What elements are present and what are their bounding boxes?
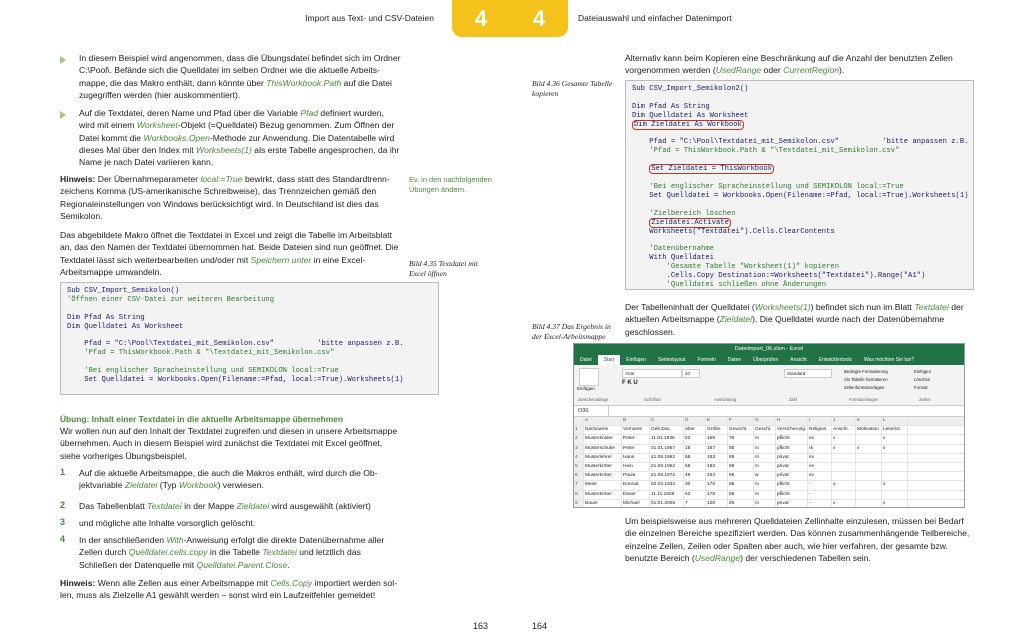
cells-group xyxy=(914,368,931,392)
cell[interactable]: m xyxy=(754,481,776,489)
cell[interactable] xyxy=(856,481,882,489)
code-line: 'Quelldatei schließen ohne Änderungen xyxy=(666,280,827,289)
row-header[interactable]: 4 xyxy=(574,454,584,462)
style-command[interactable]: Zellenformatvorlagen xyxy=(844,385,885,390)
cell[interactable]: 85 xyxy=(728,445,754,453)
step-number: 3 xyxy=(60,517,66,527)
cell[interactable]: 48 xyxy=(684,472,706,480)
code-listing-4-35 xyxy=(60,282,439,395)
cell[interactable]: Dieter xyxy=(622,491,650,499)
code-line xyxy=(632,201,967,210)
cell[interactable]: Konrad xyxy=(622,481,650,489)
cell[interactable]: m xyxy=(754,500,776,508)
code-line: Set Quelldatei = Workbooks.Open(Filename:=Pfad, local:=True).Worksheets(1) xyxy=(649,191,969,200)
cell[interactable]: C xyxy=(650,417,684,425)
cell[interactable]: B xyxy=(622,417,650,425)
cell[interactable]: 21.08.1962 xyxy=(650,454,684,462)
cell[interactable]: 23 xyxy=(684,435,706,443)
bullet-paragraph-1: In diesem Beispiel wird angenommen, dass die Übungsdatei befindet sich im Ordner C:\Pool\. Befände sich die Quelldatei im selben Ordner wie die aktuelle Arbeitsmappe, die das Makro enthält, dann könnte über ThisWorkbook.Path auf die Datei zugegriffen werden (hier auskommentiert). xyxy=(79,53,401,100)
cell[interactable]: Hein xyxy=(622,463,650,471)
cell[interactable]: F xyxy=(728,417,754,425)
cell[interactable] xyxy=(882,472,908,480)
cell[interactable]: 89 xyxy=(728,454,754,462)
cell[interactable]: pflicht xyxy=(776,481,808,489)
row-header[interactable]: 7 xyxy=(574,481,584,489)
left-page-number: 163 xyxy=(473,621,489,631)
cell[interactable]: Geb.Dat. xyxy=(650,426,684,434)
code-line: .Cells.Copy Destination:=Worksheets("Textdatei").Range("A1") xyxy=(666,272,926,281)
cell[interactable]: A xyxy=(584,417,622,425)
cell[interactable]: Musterlehrer xyxy=(584,454,622,462)
cell[interactable]: Nachname xyxy=(584,426,622,434)
cells-command[interactable]: Einfügen xyxy=(914,369,931,374)
cell[interactable]: x xyxy=(856,445,882,453)
code-line: With Quelldatei xyxy=(649,254,714,263)
excel-title-bar xyxy=(574,344,964,355)
font-size-select[interactable]: 10 xyxy=(682,369,700,378)
cell[interactable]: x xyxy=(882,481,908,489)
excel-tab[interactable]: Seitenlayout xyxy=(658,357,686,363)
table-row xyxy=(574,463,964,472)
row-header[interactable]: 3 xyxy=(574,445,584,453)
ribbon-group-label: Ausrichtung xyxy=(714,397,737,402)
cell[interactable]: ev xyxy=(808,463,832,471)
code-line xyxy=(632,174,967,183)
cell[interactable]: 53 xyxy=(684,491,706,499)
excel-tab[interactable]: Daten xyxy=(727,357,742,363)
right-page-header xyxy=(510,0,1020,37)
code-line xyxy=(67,385,432,394)
paragraph-result: Der Tabelleninhalt der Quelldatei (Worksheets(1)) befindet sich nun im Blatt Textdatei der aktuellen Arbeitsmappe (Zieldatei). Die Quelldatei wurde nach der Datenübernahme geschlossen. xyxy=(625,302,964,337)
cell[interactable] xyxy=(856,454,882,462)
table-row xyxy=(574,500,964,508)
cell[interactable] xyxy=(856,472,882,480)
cell[interactable]: w xyxy=(754,472,776,480)
code-line xyxy=(632,94,967,103)
cell[interactable]: 30 xyxy=(684,481,706,489)
cell[interactable]: Leiterist xyxy=(882,426,908,434)
code-line: Set Zieldatei = ThisWorkbook xyxy=(651,165,773,174)
excel-screenshot xyxy=(573,343,965,508)
hint-paragraph-2: Hinweis: Wenn alle Zellen aus einer Arbeitsmappe mit Cells.Copy importiert werden sollen, muss als Zielzelle A1 gewählt werden – sonst wird ein Laufzeitfehler gemeldet! xyxy=(60,578,398,601)
cell[interactable]: 01.01.2005 xyxy=(650,500,684,508)
cell[interactable]: D xyxy=(684,417,706,425)
paragraph-macro-description: Das abgebildete Makro öffnet die Textdatei in Excel und zeigt die Tabelle im Arbeitsblatt an, das den Namen der Textdatei übernommen hat. Beide Dateien sind nun geöffnet. Die Textdatei lässt sich weiterbearbeiten und/oder mit Speichern unter in eine Excel-Arbeitsmappe umwandeln. xyxy=(60,230,399,277)
exercise-intro: Wir wollen nun auf den Inhalt der Textdatei zugreifen und diesen in unsere Arbeitsmappe übernehmen. Auch in diesem Beispiel wird zunächst die Textdatei mit Excel geöffnet, siehe vorheriges Übungsbeispiel. xyxy=(60,426,398,461)
code-line: Pfad = "C:\Pool\Textdatei_mit_Semikolon.csv" 'bitte anpassen z.B. xyxy=(84,340,404,349)
cell[interactable] xyxy=(856,463,882,471)
table-row xyxy=(574,454,964,463)
row-header[interactable]: 1 xyxy=(574,426,584,434)
table-row xyxy=(574,435,964,444)
code-line xyxy=(67,332,432,341)
code-listing-4-36 xyxy=(625,80,974,290)
cell[interactable]: 89 xyxy=(728,491,754,499)
step-number: 1 xyxy=(60,467,66,477)
cell[interactable]: x xyxy=(882,445,908,453)
cell[interactable] xyxy=(882,454,908,462)
right-intro-paragraph: Alternativ kann beim Kopieren eine Beschränkung auf die Anzahl der benutzten Zellen vorgenommen werden (UsedRange oder CurrentRegion). xyxy=(625,53,953,76)
cell[interactable]: m xyxy=(754,445,776,453)
exercise-heading: Übung: Inhalt einer Textdatei in die aktuelle Arbeitsmappe übernehmen xyxy=(60,414,343,424)
paragraph-ranges: Um beispielsweise aus mehreren Quelldateien Zellinhalte einzulesen, müssen bei Bedarf die einzelnen Bereiche spezifiziert werden. Das können zusammenhängende Teilbereiche, einzelne Zellen, Zeilen oder Spalten aber auch, wie hier verfahren, der gesamte bzw. benutzte Bereich (UsedRange) der verschiedenen Tabellen sein. xyxy=(625,516,970,563)
code-line xyxy=(632,236,967,245)
excel-tab[interactable]: Datei xyxy=(580,357,592,363)
cell[interactable]: m xyxy=(754,454,776,462)
cell[interactable] xyxy=(882,491,908,499)
bullet-arrow-icon xyxy=(60,111,66,119)
table-row xyxy=(574,426,964,435)
margin-note: Ev. in den nachfolgenden Übungen ändern. xyxy=(409,175,492,194)
cell[interactable]: J xyxy=(832,417,856,425)
cell[interactable]: 89 xyxy=(728,463,754,471)
code-line: Dim Quelldatei As Worksheet xyxy=(632,111,749,120)
row-header[interactable]: 6 xyxy=(574,472,584,480)
cell[interactable]: Michael xyxy=(622,500,650,508)
number-format-select[interactable]: Standard xyxy=(784,369,832,378)
cell[interactable]: Hans xyxy=(622,454,650,462)
cell[interactable]: 02.02.1932 xyxy=(650,481,684,489)
code-line xyxy=(67,394,432,395)
cell[interactable]: 183 xyxy=(706,463,728,471)
ribbon-group-label: Zellen xyxy=(919,397,931,402)
right-page-number: 164 xyxy=(532,621,548,631)
cell[interactable]: m xyxy=(754,491,776,499)
cell[interactable] xyxy=(856,500,882,508)
code-line: Sub CSV_Import_Semikolon2() xyxy=(632,85,749,93)
cell[interactable]: L xyxy=(882,417,908,425)
code-line: 'Datenübernahme xyxy=(649,245,714,254)
style-command[interactable]: Bedingte Formatierung xyxy=(844,369,888,374)
cell[interactable]: 88 xyxy=(728,481,754,489)
cell[interactable] xyxy=(832,463,856,471)
code-line: Dim Pfad As String xyxy=(67,313,145,322)
cell[interactable]: Versicherung xyxy=(776,426,808,434)
code-line: Zieldatei.Activate xyxy=(651,218,729,227)
cell[interactable]: Musterknabe xyxy=(584,435,622,443)
cell[interactable]: 58 xyxy=(684,454,706,462)
cell[interactable]: Größe xyxy=(706,426,728,434)
cell[interactable]: Meier xyxy=(584,481,622,489)
name-box[interactable]: O30 xyxy=(578,406,609,416)
cell[interactable]: E xyxy=(706,417,728,425)
cell[interactable]: Geschl. xyxy=(754,426,776,434)
cell[interactable]: 21.08.1962 xyxy=(650,463,684,471)
cell[interactable]: - xyxy=(808,481,832,489)
cell[interactable]: 65 xyxy=(728,472,754,480)
ribbon-group-label: Zwischenablage xyxy=(578,397,609,402)
table-row xyxy=(574,445,964,454)
code-line: Dim Quelldatei As Worksheet xyxy=(67,322,184,331)
row-header[interactable] xyxy=(574,417,584,425)
right-page xyxy=(510,0,1020,640)
table-row xyxy=(574,491,964,500)
code-line: 'Öffnen einer CSV-Datei zur weiteren Bearbeitung xyxy=(67,295,275,304)
excel-ribbon-tabs xyxy=(574,355,964,365)
cell[interactable]: Musterkröter xyxy=(584,463,622,471)
code-line: 'Bei englischer Spracheinstellung und SEMIKOLON local:=True xyxy=(649,182,904,191)
hint-paragraph-1: Hinweis: Der Übernahmeparameter local:=True bewirkt, dass statt des Standardtrennzeichens Komma (US-amerikanische Schreibweise), das Trennzeichen gemäß den Regionaleinstellungen von Windows berücksichtigt wird. In Deutschland ist dies das Semikolon. xyxy=(60,174,390,221)
cell[interactable]: ev xyxy=(808,454,832,462)
code-line: Sub CSV_Import_Semikolon() xyxy=(67,287,180,295)
code-line: 'Pfad = ThisWorkbook.Path & "\Textdatei_mit_Semikolon.csv" xyxy=(84,349,335,358)
cell[interactable]: pflicht xyxy=(776,491,808,499)
cell[interactable]: 178 xyxy=(706,491,728,499)
cell[interactable]: x xyxy=(832,445,856,453)
cell[interactable] xyxy=(856,491,882,499)
style-command[interactable]: Als Tabelle formatieren xyxy=(844,377,888,382)
cell[interactable]: 11.01.1936 xyxy=(650,435,684,443)
styles-group xyxy=(844,368,888,392)
row-header[interactable]: 9 xyxy=(574,500,584,508)
cell[interactable]: 176 xyxy=(706,481,728,489)
code-line xyxy=(67,358,432,367)
step-text: In der anschließenden With-Anweisung erfolgt die direkte Datenübernahme aller Zellen durch Quelldatei.cells.copy in die Tabelle Textdatei und letztlich das Schließen der Datenquelle mit Quelldatei.Parent.Close. xyxy=(79,535,385,570)
cell[interactable]: 01.01.1957 xyxy=(650,445,684,453)
code-line: Worksheets("Textdatei").Cells.ClearContents xyxy=(649,227,835,236)
cell[interactable]: Motivation xyxy=(856,426,882,434)
cell[interactable]: x xyxy=(882,435,908,443)
code-line xyxy=(632,130,967,139)
left-chapter-tab: 4 xyxy=(452,0,510,37)
bullet-paragraph-2: Auf die Textdatei, deren Name und Pfad über die Variable Pfad definiert wurden, wird mit einem Worksheet-Objekt (=Quelldatei) Bezug genommen. Zum Öffnen der Datei kommt die Workbooks.Open-Methode zur Anwendung. Die Datentabelle wird dieses Mal über den Index mit Worksheets(1) als erste Tabelle angesprochen, da ihr Name je nach Datei variieren kann. xyxy=(79,108,400,168)
right-chapter-tab: 4 xyxy=(510,0,568,37)
cell[interactable]: Gewicht xyxy=(728,426,754,434)
cell[interactable]: 120 xyxy=(706,500,728,508)
bold-italic-underline-icons[interactable]: F K U xyxy=(622,380,638,386)
excel-ribbon xyxy=(574,365,964,406)
ribbon-group-label: Zahl xyxy=(789,397,798,402)
cell[interactable]: Alter xyxy=(684,426,706,434)
code-line: Set Quelldatei = Workbooks.Open(Filename:=Pfad, local:=True).Worksheets(1) xyxy=(84,376,404,385)
caption-figure-4-36: Bild 4.36 Gesamte Tabelle kopieren xyxy=(532,79,613,98)
cell[interactable]: Vorname xyxy=(622,426,650,434)
caption-figure-4-35: Bild 4.35 Textdatei mit Excel öffnen xyxy=(409,259,478,278)
cell[interactable]: privat xyxy=(776,463,808,471)
cell[interactable]: Anschr. xyxy=(832,426,856,434)
cell[interactable]: 183 xyxy=(706,454,728,462)
paste-label: Einfügen xyxy=(577,386,595,391)
cell[interactable]: pflicht xyxy=(776,435,808,443)
ribbon-group-label: Formatvorlagen xyxy=(849,397,879,402)
cell[interactable]: Peter xyxy=(622,445,650,453)
tell-me-search[interactable]: Was möchten Sie tun? xyxy=(864,357,915,363)
cell[interactable]: ev xyxy=(808,435,832,443)
cell[interactable]: G xyxy=(754,417,776,425)
cell[interactable]: privat xyxy=(776,454,808,462)
cell[interactable]: privat xyxy=(776,500,808,508)
caption-figure-4-37: Bild 4.37 Das Ergebnis in der Excel-Arbeitsmappe xyxy=(532,322,611,341)
excel-tab[interactable]: Start xyxy=(598,355,621,365)
row-header[interactable]: 5 xyxy=(574,463,584,471)
table-row xyxy=(574,481,964,490)
cell[interactable] xyxy=(832,491,856,499)
code-line: 'Zielbereich löschen xyxy=(649,209,736,218)
cell[interactable]: privat xyxy=(776,472,808,480)
excel-tab[interactable]: Formeln xyxy=(697,357,716,363)
excel-tab[interactable]: Entwicklertools xyxy=(818,357,852,363)
cell[interactable]: 169 xyxy=(706,435,728,443)
excel-tab[interactable]: Ansicht xyxy=(790,357,807,363)
cell[interactable]: 58 xyxy=(684,463,706,471)
excel-tab[interactable]: Überprüfen xyxy=(753,357,779,363)
code-line: Pfad = "C:\Pool\Textdatei_mit_Semikolon.csv" 'bitte anpassen z.B. xyxy=(649,138,969,147)
column-header-row xyxy=(574,417,964,426)
cell[interactable]: Musterkröter xyxy=(584,472,622,480)
cell[interactable]: H xyxy=(776,417,808,425)
cell[interactable]: I xyxy=(808,417,832,425)
cell[interactable]: pflicht xyxy=(776,445,808,453)
cell[interactable]: x xyxy=(882,500,908,508)
cell[interactable]: K xyxy=(856,417,882,425)
step-text: Das Tabellenblatt Textdatei in der Mappe Zieldatei wird ausgewählt (aktiviert) xyxy=(79,501,371,511)
right-header-title: Dateiauswahl und einfacher Datenimport xyxy=(578,13,732,23)
ribbon-group-label: Schriftart xyxy=(644,397,661,402)
cell[interactable] xyxy=(832,454,856,462)
step-number: 2 xyxy=(60,500,66,510)
excel-formula-bar xyxy=(574,406,964,417)
excel-window-title: Dateiimport_06.xlsm - Excel xyxy=(734,346,804,352)
cell[interactable]: 7 xyxy=(684,500,706,508)
cell[interactable]: 164 xyxy=(706,472,728,480)
cell[interactable]: Paula xyxy=(622,472,650,480)
cell[interactable] xyxy=(882,463,908,471)
cell[interactable]: Religion xyxy=(808,426,832,434)
cell[interactable]: 26 xyxy=(728,500,754,508)
cell[interactable]: x xyxy=(832,435,856,443)
cell[interactable]: Bauer xyxy=(584,500,622,508)
cell[interactable]: rk xyxy=(808,445,832,453)
cell[interactable]: 75 xyxy=(728,435,754,443)
left-page-header xyxy=(0,0,510,37)
code-line: Dim Pfad As String xyxy=(632,102,710,111)
cell[interactable]: 21.08.1972 xyxy=(650,472,684,480)
left-header-title: Import aus Text- und CSV-Dateien xyxy=(305,13,434,23)
step-text: Auf die aktuelle Arbeitsmappe, die auch die Makros enthält, wird durch die Objektvariable Zieldatei (Typ Workbook) verwiesen. xyxy=(79,468,378,491)
cell[interactable]: Peter xyxy=(622,435,650,443)
cell[interactable] xyxy=(856,435,882,443)
table-row xyxy=(574,472,964,481)
row-header[interactable]: 2 xyxy=(574,435,584,443)
cell[interactable]: 11.11.1928 xyxy=(650,491,684,499)
code-line: 'Bei englischer Spracheinstellung und SEMIKOLON local:=True xyxy=(84,367,339,376)
code-line xyxy=(67,305,432,314)
font-name-select[interactable]: Arial xyxy=(622,369,682,378)
cell[interactable]: ev xyxy=(808,472,832,480)
bullet-arrow-icon xyxy=(60,56,66,64)
cell[interactable]: m xyxy=(754,463,776,471)
cells-command[interactable]: Format xyxy=(914,385,928,390)
cell[interactable] xyxy=(832,472,856,480)
cell[interactable]: - xyxy=(808,491,832,499)
row-header[interactable]: 8 xyxy=(574,491,584,499)
cell[interactable]: Musterkröter xyxy=(584,491,622,499)
cell[interactable]: Musterschüler xyxy=(584,445,622,453)
excel-grid xyxy=(574,417,964,508)
step-text: und mögliche alte Inhalte vorsorglich gelöscht. xyxy=(79,518,256,528)
excel-tab[interactable]: Einfügen xyxy=(626,357,646,363)
cell[interactable]: 167 xyxy=(706,445,728,453)
step-number: 4 xyxy=(60,534,66,544)
cells-command[interactable]: Löschen xyxy=(914,377,931,382)
code-line: Dim Zieldatei As Workbook xyxy=(634,120,742,129)
code-line: 'Gesamte Tabelle "Worksheet(1)" kopieren xyxy=(666,263,840,272)
code-line: 'Pfad = ThisWorkbook.Path & "\Textdatei_mit_Semikolon.csv" xyxy=(649,147,900,156)
paste-icon[interactable] xyxy=(579,368,599,386)
cell[interactable]: x xyxy=(832,500,856,508)
cell[interactable]: m xyxy=(754,435,776,443)
cell[interactable]: x xyxy=(832,481,856,489)
cell[interactable]: - xyxy=(808,500,832,508)
cell[interactable]: 15 xyxy=(684,445,706,453)
